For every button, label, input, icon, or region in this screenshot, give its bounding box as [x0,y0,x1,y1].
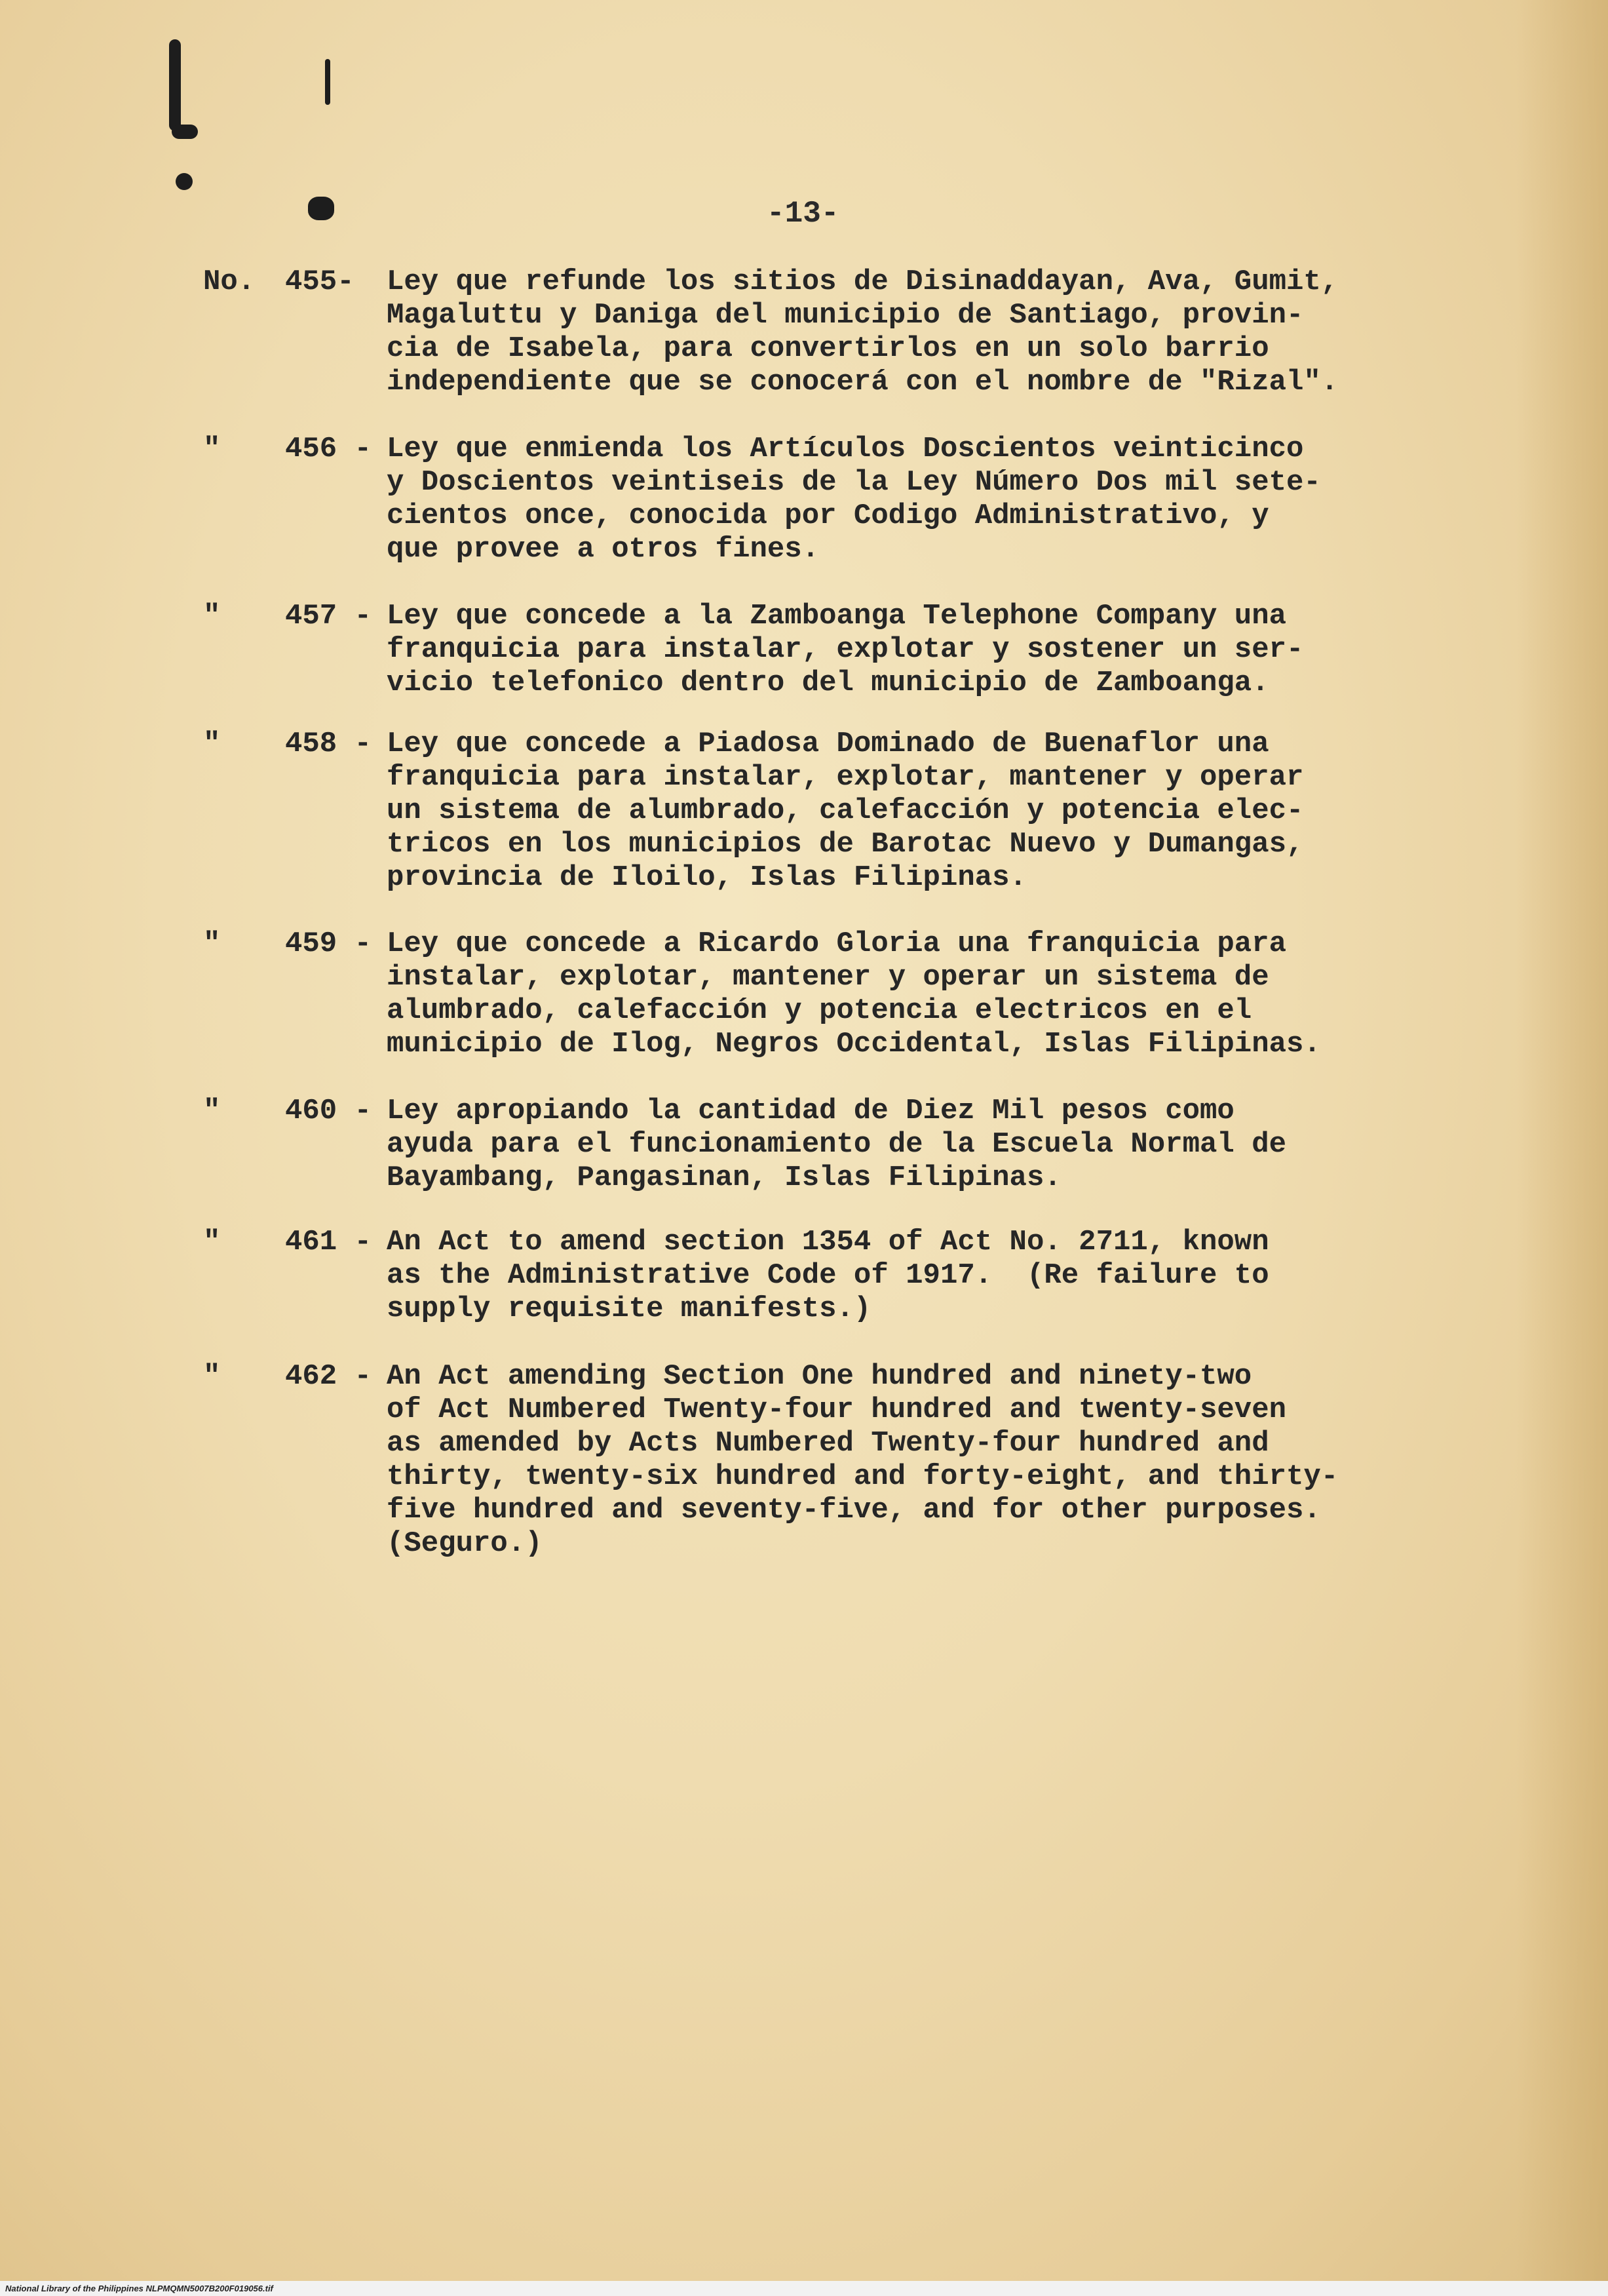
entry-line: independiente que se conocerá con el nombre de "Rizal". [387,366,1339,399]
entry-number: 459 - [285,927,372,960]
entry-line: supply requisite manifests.) [387,1293,871,1325]
entry-text [387,1095,1286,1195]
entry-line: franquicia para instalar, explotar y sostener un ser- [387,633,1304,666]
entry-line: ayuda para el funcionamiento de la Escuela Normal de [387,1128,1287,1161]
entry-number: 462 - [285,1360,372,1393]
entry-line: alumbrado, calefacción y potencia electricos en el [387,994,1252,1027]
entry-line: Ley que concede a la Zamboanga Telephone Company una [387,600,1287,632]
binding-mark [308,197,334,220]
entry-line: Ley apropiando la cantidad de Diez Mil pesos como [387,1095,1235,1127]
entry-line: que provee a otros fines. [387,533,820,566]
entry-line: y Doscientos veintiseis de la Ley Número Dos mil sete- [387,466,1321,499]
entry-line: Ley que refunde los sitios de Disinaddayan, Ava, Gumit, [387,265,1339,298]
entry-line: An Act to amend section 1354 of Act No. 2711, known [387,1226,1269,1258]
entry-prefix: No. [203,265,256,298]
entry-line: un sistema de alumbrado, calefacción y potencia elec- [387,794,1304,827]
ditto-mark: " [203,1360,221,1393]
entry-line: as the Administrative Code of 1917. (Re failure to [387,1259,1269,1292]
entry-line: vicio telefonico dentro del municipio de Zamboanga. [387,667,1269,699]
entry-line: Bayambang, Pangasinan, Islas Filipinas. [387,1161,1062,1194]
entry-line: Magaluttu y Daniga del municipio de Santiago, provin- [387,299,1304,332]
entry-line: thirty, twenty-six hundred and forty-eight, and thirty- [387,1460,1339,1493]
ditto-mark: " [203,728,221,760]
entry-number: 456 - [285,433,372,465]
entry-text [387,600,1303,700]
ditto-mark: " [203,600,221,632]
page-number: -13- [767,197,839,231]
entry-line: Ley que enmienda los Artículos Doscientos veinticinco [387,433,1304,465]
binding-mark [176,173,193,190]
scan-footer-caption: National Library of the Philippines NLPMQMN5007B200F019056.tif [5,2284,273,2293]
entry-line: An Act amending Section One hundred and ninety-two [387,1360,1252,1393]
entry-number: 455- [285,265,354,298]
entry-line: of Act Numbered Twenty-four hundred and twenty-seven [387,1393,1287,1426]
entry-line: cientos once, conocida por Codigo Administrativo, y [387,499,1269,532]
page-edge-shading [1516,0,1608,2281]
ditto-mark: " [203,927,221,960]
entry-line: provincia de Iloilo, Islas Filipinas. [387,861,1027,894]
binding-mark [325,59,330,105]
ditto-mark: " [203,1095,221,1127]
entry-number: 458 - [285,728,372,760]
ditto-mark: " [203,1226,221,1258]
ditto-mark: " [203,433,221,465]
entry-line: franquicia para instalar, explotar, mantener y operar [387,761,1304,794]
entry-number: 457 - [285,600,372,632]
entry-line: cia de Isabela, para convertirlos en un solo barrio [387,332,1269,365]
entry-number: 460 - [285,1095,372,1127]
binding-mark [169,39,181,131]
entry-text [387,728,1303,895]
entry-text [387,433,1321,566]
entry-text [387,927,1321,1061]
entry-line: tricos en los municipios de Barotac Nuevo y Dumangas, [387,828,1304,861]
binding-mark [172,125,198,139]
entry-line: Ley que concede a Ricardo Gloria una franquicia para [387,927,1287,960]
entry-line: five hundred and seventy-five, and for other purposes. [387,1494,1321,1527]
entry-number: 461 - [285,1226,372,1258]
entry-line: as amended by Acts Numbered Twenty-four hundred and [387,1427,1269,1460]
entry-line: (Seguro.) [387,1527,543,1560]
entry-text [387,1226,1269,1326]
entry-line: municipio de Ilog, Negros Occidental, Islas Filipinas. [387,1028,1321,1060]
entry-line: instalar, explotar, mantener y operar un sistema de [387,961,1269,994]
entry-text [387,265,1338,399]
entry-line: Ley que concede a Piadosa Dominado de Buenaflor una [387,728,1269,760]
entry-text [387,1360,1338,1561]
